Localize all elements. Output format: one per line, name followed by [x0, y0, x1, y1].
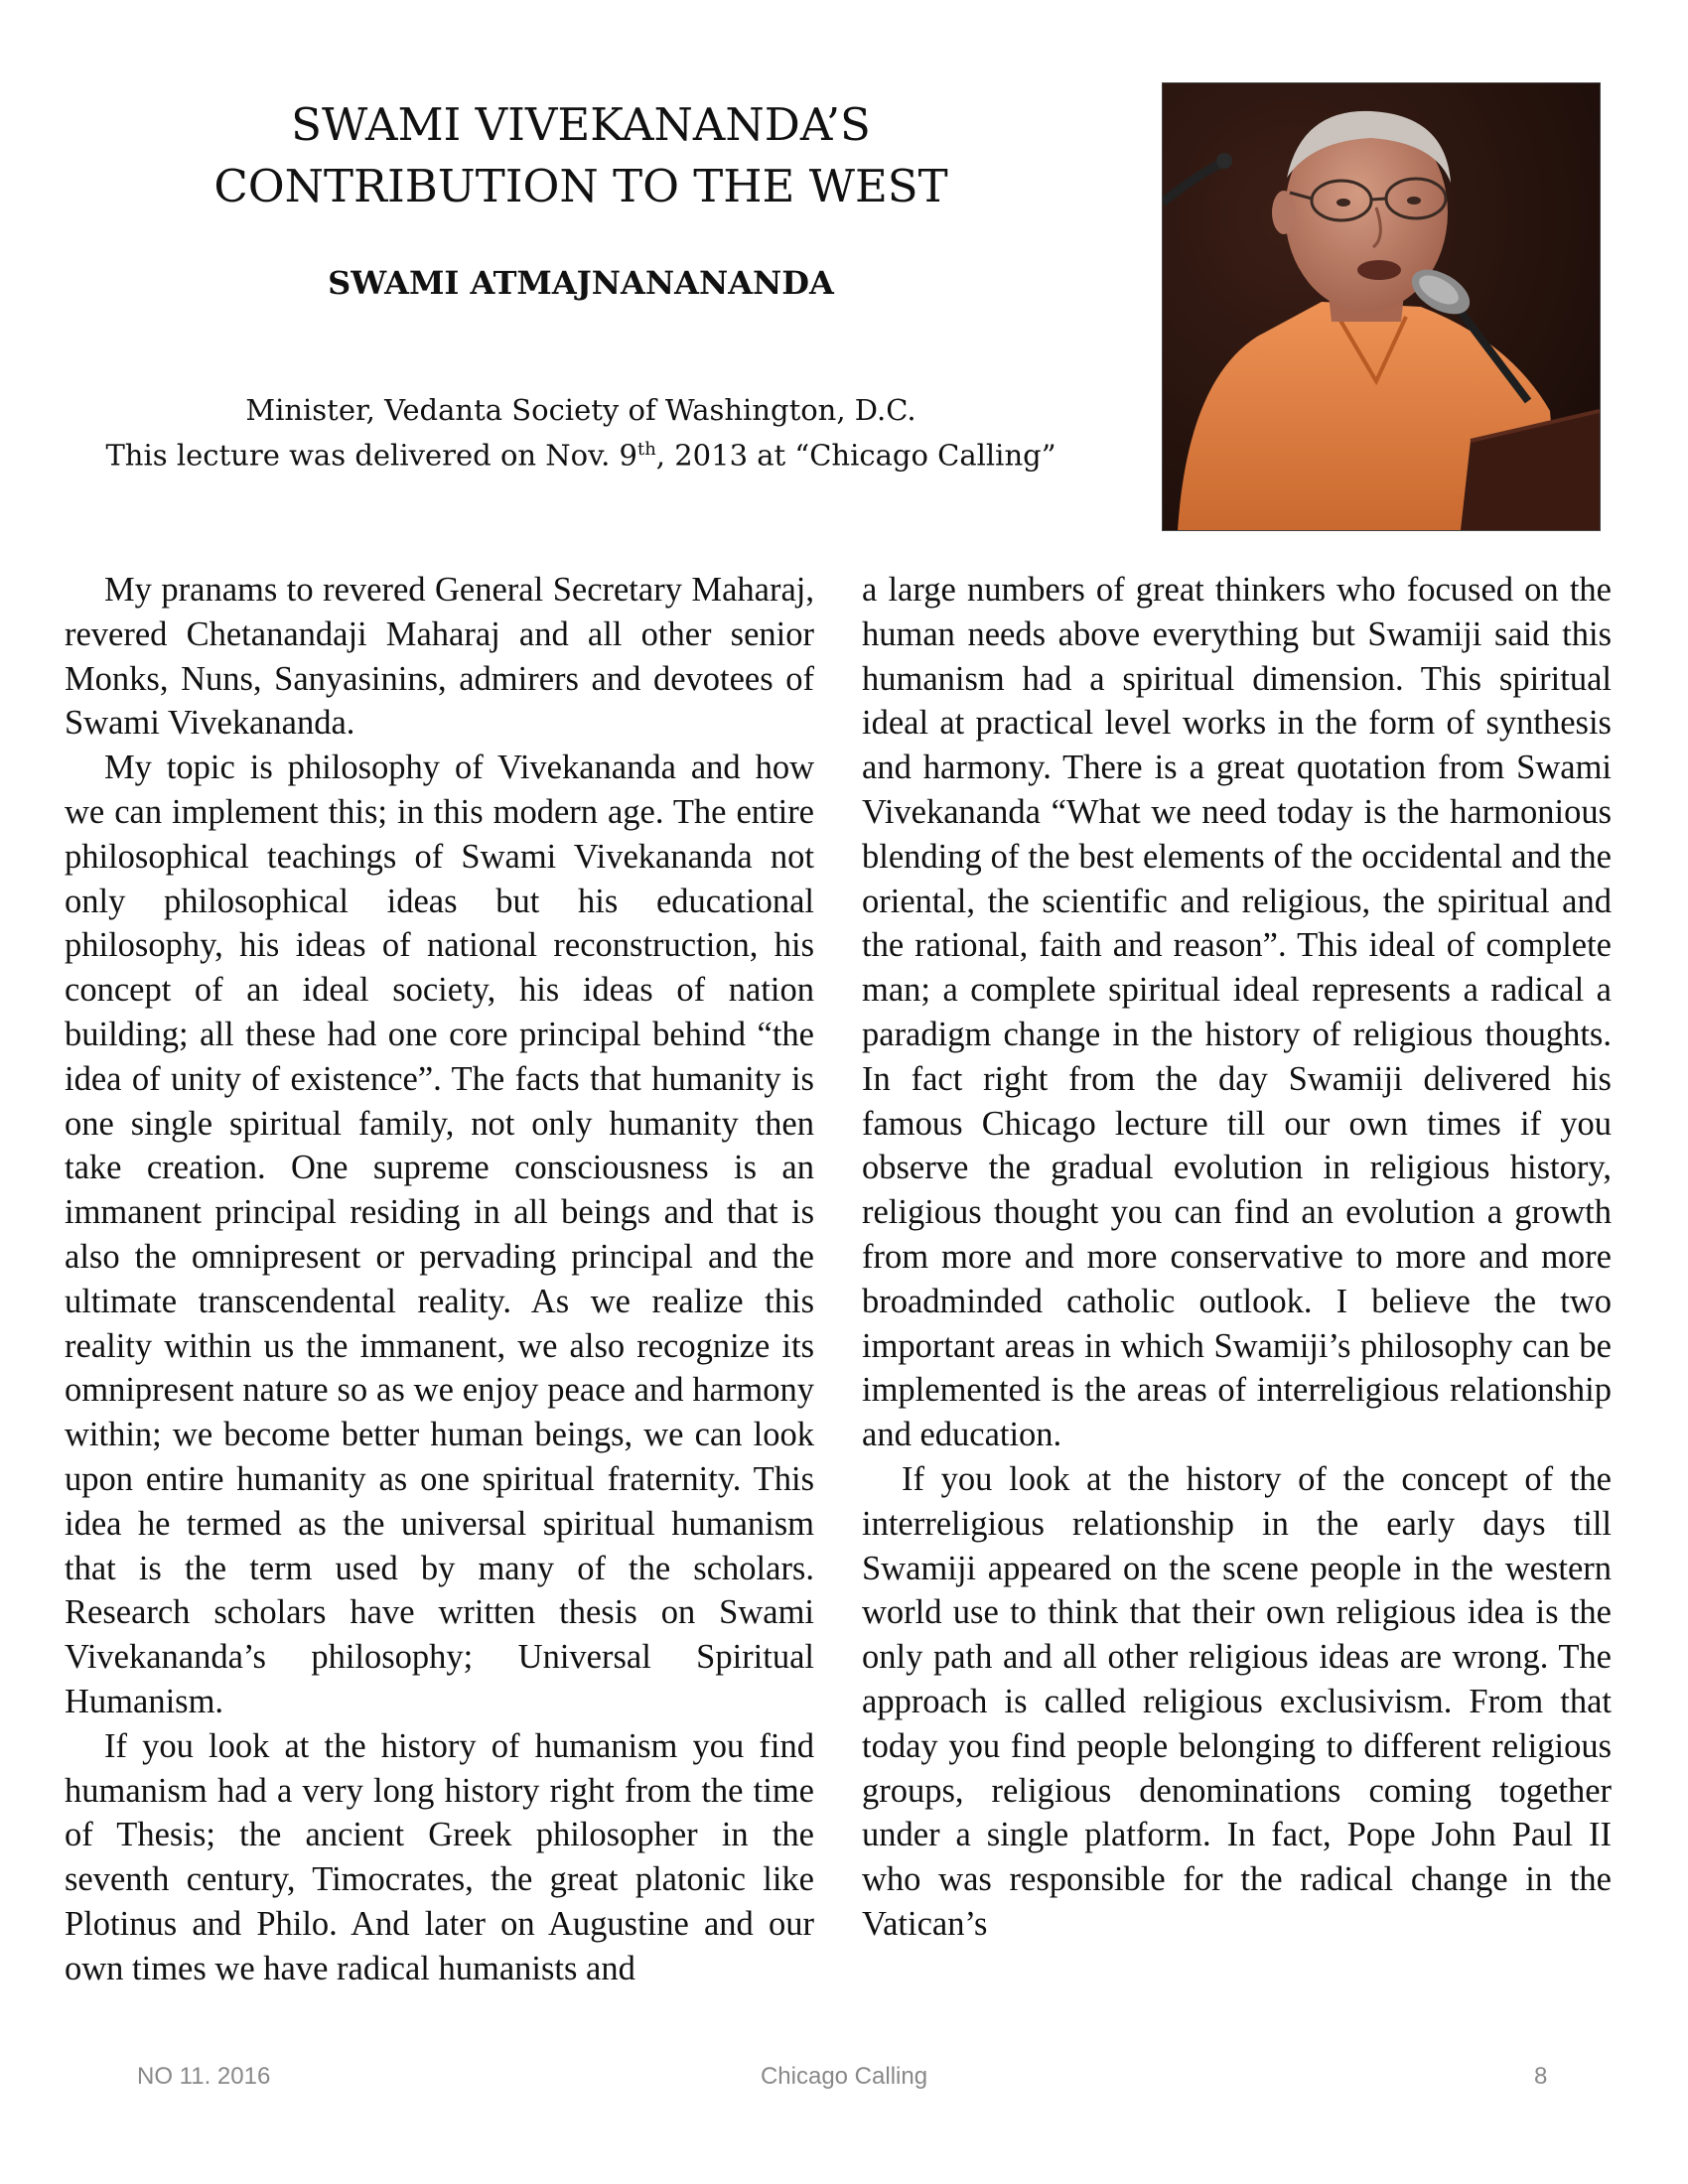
footer-page-number: 8	[1534, 2063, 1548, 2090]
speaker-photo	[1162, 82, 1601, 531]
author-name: SWAMI ATMAJNANANANDA	[328, 264, 834, 302]
article-title	[60, 94, 1102, 217]
footer-issue: NO 11. 2016	[137, 2063, 271, 2090]
paragraph: a large numbers of great thinkers who focused on the human needs above everything but Swamiji said this humanism had a spiritual dimension. This spiritual ideal at practical level works in the form of synthesis and harmony. There is a great quotation from Swami Vivekananda “What we need today is the harmonious blending of the best elements of the occidental and the oriental, the scientific and religious, the spiritual and the rational, faith and reason”. This ideal of complete man; a complete spiritual ideal represents a radical a paradigm change in the history of religious thoughts. In fact right from the day Swamiji delivered his famous Chicago lecture till our own times if you observe the gradual evolution in religious history, religious thought you can find an evolution a growth from more and more conservative to more and more broadminded catholic outlook. I believe the two important areas in which Swamiji’s philosophy can be implemented is the areas of interreligious relationship and education.	[862, 571, 1612, 1454]
lecture-date-suffix: th	[636, 439, 656, 460]
right-text-column	[862, 568, 1612, 1947]
left-text-column	[65, 568, 814, 1991]
title-line-1: SWAMI VIVEKANANDA’S	[291, 98, 871, 151]
author-affiliation-block	[40, 390, 1122, 476]
lecture-prefix: This lecture was delivered on Nov. 9	[105, 438, 637, 473]
footer-publication: Chicago Calling	[760, 2063, 928, 2090]
title-line-2: CONTRIBUTION TO THE WEST	[213, 160, 948, 212]
affiliation-line: Minister, Vedanta Society of Washington, D.C.	[245, 393, 916, 427]
paragraph: If you look at the history of humanism you find humanism had a very long history right from the time of Thesis; the ancient Greek philosopher in the seventh century, Timocrates, the great platonic like Plotinus and Philo. And later on Augustine and our own times we have radical humanists and	[65, 1726, 814, 1987]
paragraph: If you look at the history of the concept of the interreligious relationship in the early days till Swamiji appeared on the scene people in the western world use to think that their own religious idea is the only path and all other religious ideas are wrong. The approach is called religious exclusivism. From that today you find people belonging to different religious groups, religious denominations coming together under a single platform. In fact, Pope John Paul II who was responsible for the radical change in the Vatican’s	[862, 1459, 1612, 1943]
lecture-info-line	[40, 430, 1122, 476]
paragraph: My topic is philosophy of Vivekananda and how we can implement this; in this modern age. The entire philosophical teachings of Swami Vivekananda not only philosophical ideas but his educational philosophy, his ideas of national reconstruction, his concept of an ideal society, his ideas of nation building; all these had one core principal behind “the idea of unity of existence”. The facts that humanity is one single spiritual family, not only humanity then take creation. One supreme consciousness is an immanent principal residing in all beings and that is also the omnipresent or pervading principal and the ultimate transcendental reality. As we realize this reality within us the immanent, we also recognize its omnipresent nature so as we enjoy peace and harmony within; we become better human beings, we can look upon entire humanity as one spiritual fraternity. This idea he termed as the universal spiritual humanism that is the term used by many of the scholars. Research scholars have written thesis on Swami Vivekananda’s philosophy; Universal Spiritual Humanism.	[65, 749, 814, 1720]
speaker-photo-illustration	[1163, 83, 1600, 530]
lecture-suffix: , 2013 at “Chicago Calling”	[655, 438, 1056, 473]
paragraph: My pranams to revered General Secretary Maharaj, revered Chetanandaji Maharaj and all other senior Monks, Nuns, Sanyasinins, admirers and devotees of Swami Vivekananda.	[65, 571, 814, 743]
